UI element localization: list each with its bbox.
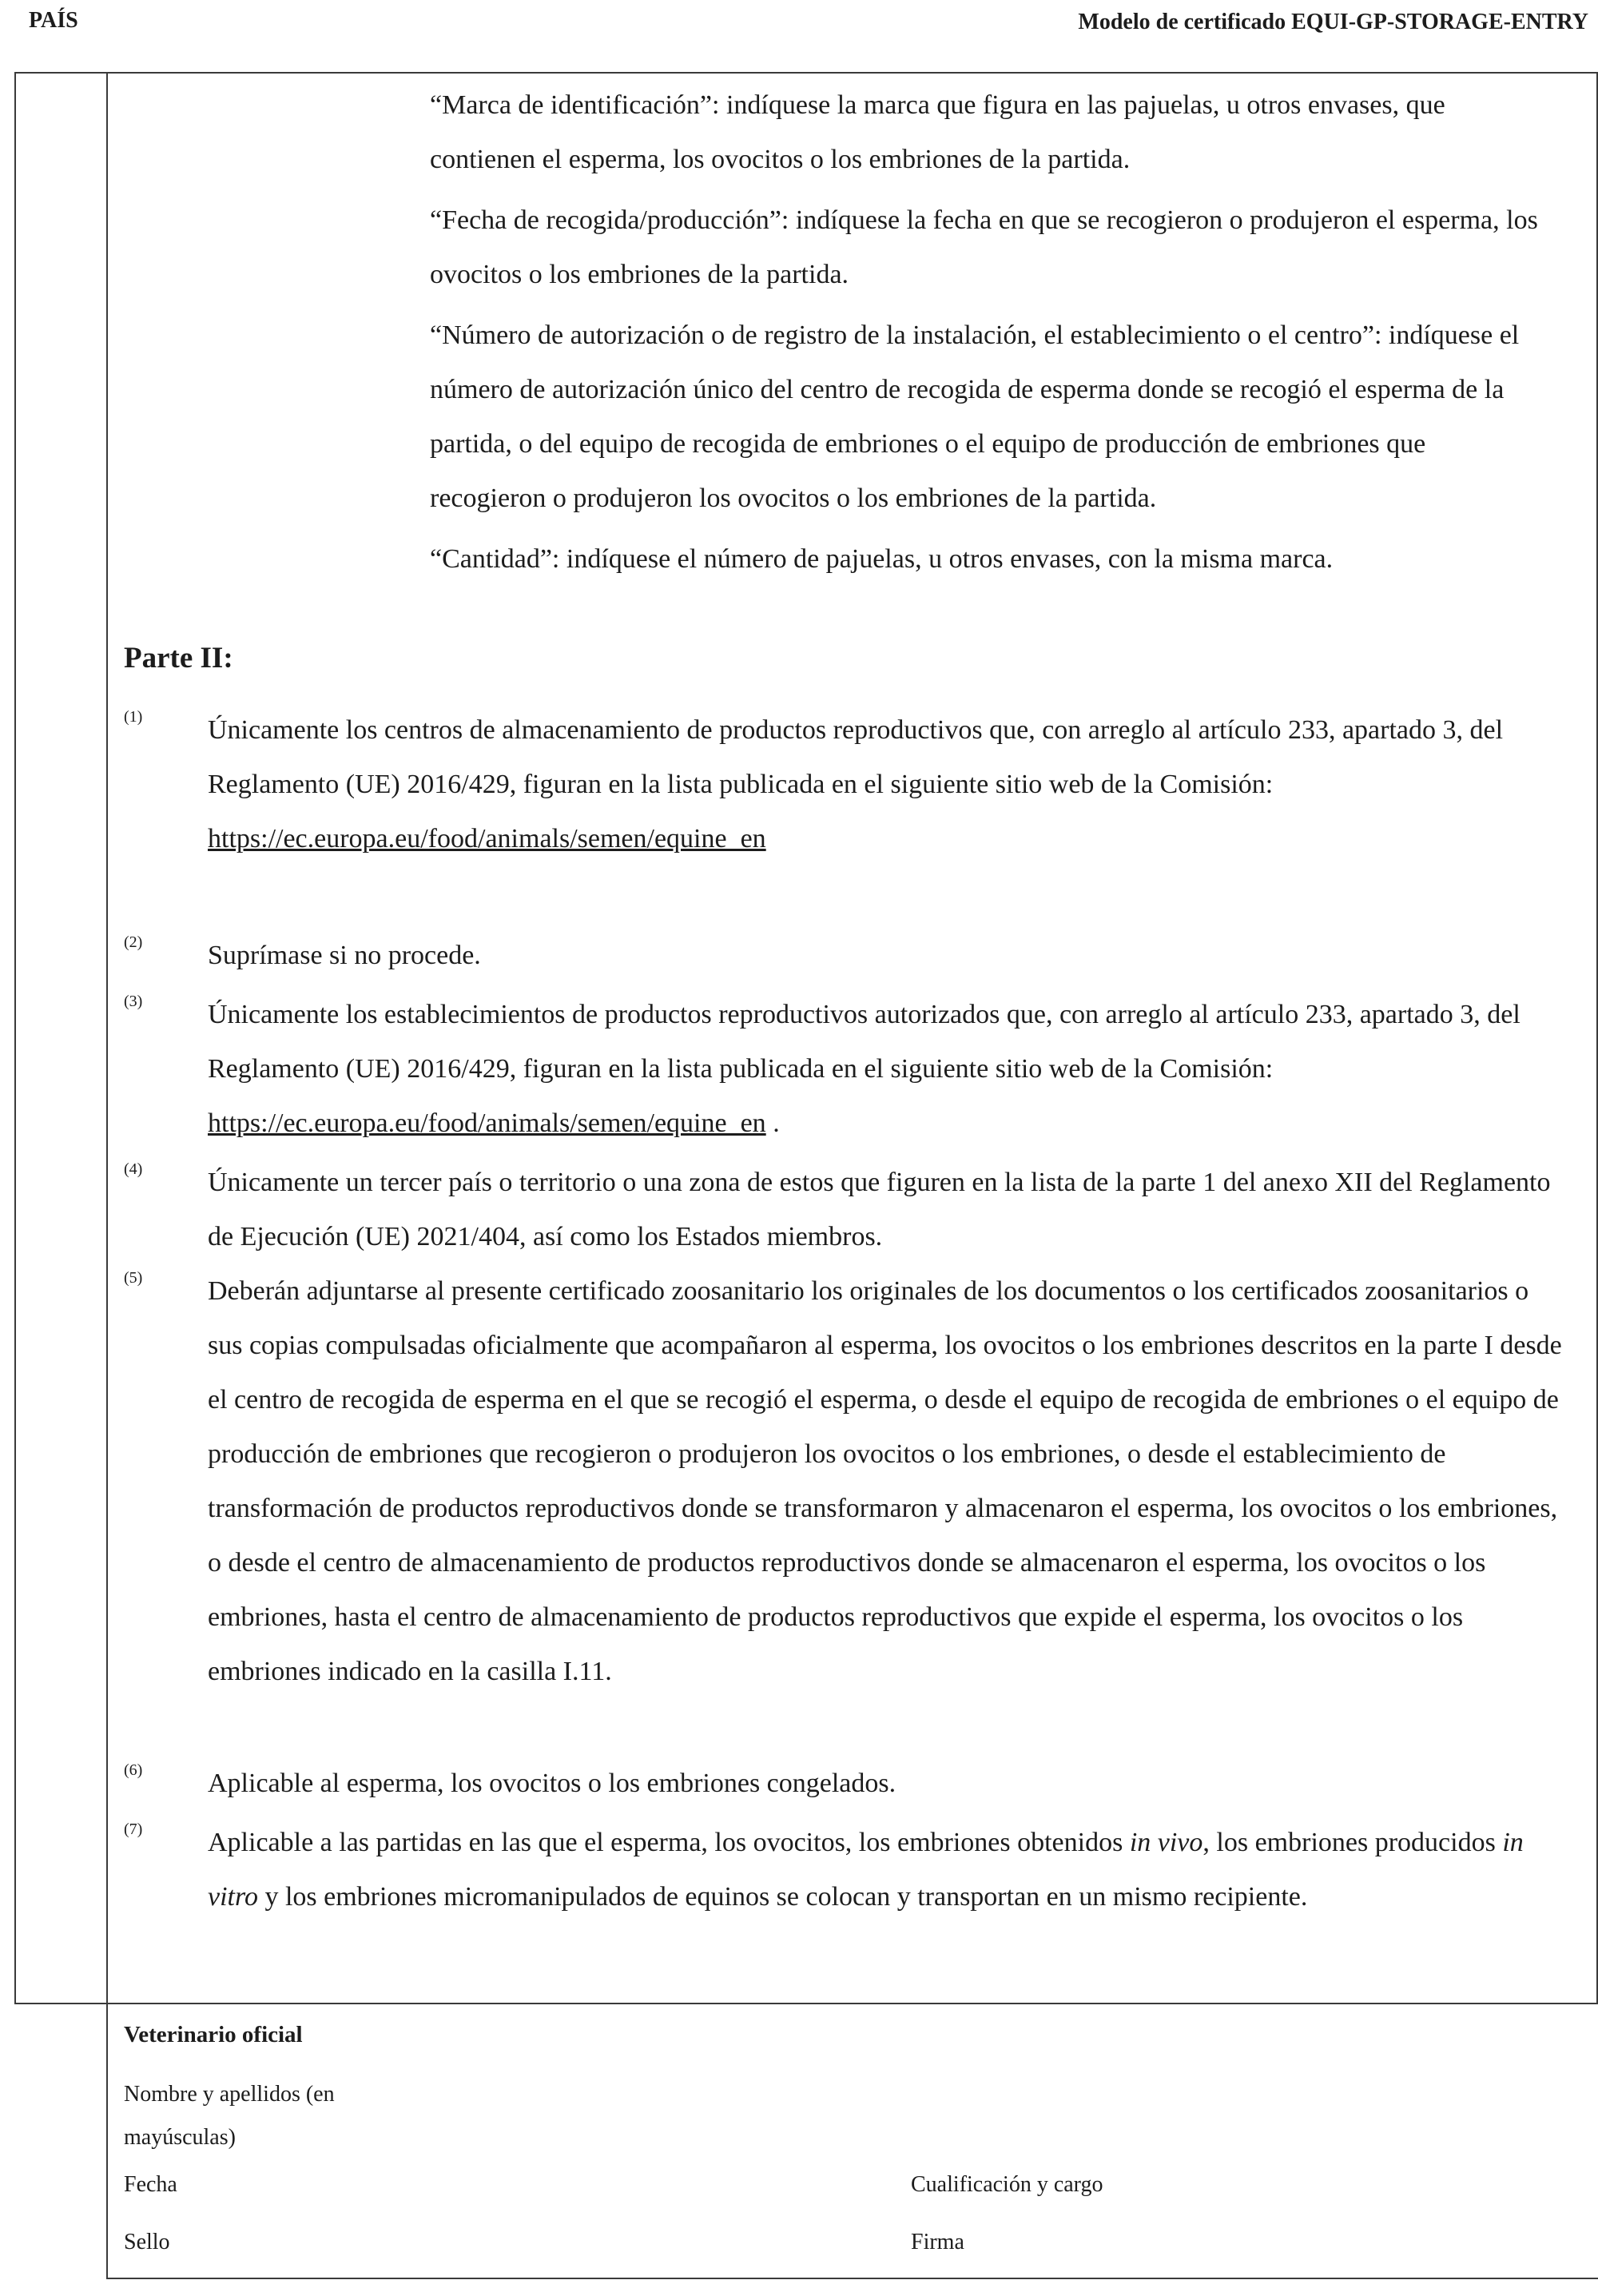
- footnote-text: Únicamente un tercer país o territorio o una zona de estos que figuren en la lista de la parte 1 del anexo XII del Reglamento de Ejecución (UE) 2021/404, así como los Estados miembros.: [208, 1168, 1551, 1251]
- footnote-number: (2): [124, 933, 143, 951]
- signature-title: Veterinario oficial: [124, 2022, 303, 2047]
- italic-term: in vitro: [208, 1828, 1524, 1912]
- stamp-label: Sello: [124, 2230, 170, 2254]
- note-fecha-recogida: “Fecha de recogida/producción”: indíquese la fecha en que se recogieron o produjeron el esperma, los ovocitos o los embriones de la partida.: [430, 205, 1538, 289]
- footnote-text-part: , los embriones producidos: [1202, 1828, 1503, 1857]
- footnote-text: Únicamente los centros de almacenamiento de productos reproductivos que, con arreglo al artículo 233, apartado 3, del Reglamento (UE) 2016/429, figuran en la lista publicada en el siguiente sitio web de la Comisión:: [208, 715, 1504, 799]
- inner-rule: [106, 72, 108, 2004]
- note-cantidad: “Cantidad”: indíquese el número de pajuelas, u otros envases, con la misma marca.: [430, 544, 1334, 574]
- footnote-4: [124, 1156, 1562, 1264]
- footnote-7: [124, 1816, 1562, 1924]
- footnote-number: (1): [124, 708, 143, 726]
- footnote-text-part: y los embriones micromanipulados de equinos se colocan y transportan en un mismo recipiente.: [257, 1882, 1308, 1912]
- equine-link[interactable]: https://ec.europa.eu/food/animals/semen/equine_en: [208, 824, 766, 854]
- footnote-2: [124, 929, 1562, 983]
- date-label: Fecha: [124, 2172, 177, 2197]
- footnote-5: [124, 1264, 1562, 1699]
- footnote-1: [124, 703, 1562, 866]
- footnote-text: Deberán adjuntarse al presente certificado zoosanitario los originales de los documentos o los certificados zoosanitarios o sus copias compulsadas oficialmente que acompañaron al esperma, los ovocitos o los embriones descritos en la parte I desde el centro de recogida de esperma en el que se recogió el esperma, o desde el equipo de recogida de embriones o el equipo de producción de embriones que recogieron o produjeron los ovocitos o los embriones, o desde el establecimiento de transformación de productos reproductivos donde se transformaron y almacenaron el esperma, los ovocitos o los embriones, o desde el centro de almacenamiento de productos reproductivos donde se almacenaron el esperma, los ovocitos o los embriones, hasta el centro de almacenamiento de productos reproductivos que expide el esperma, los ovocitos o los embriones indicado en la casilla I.11.: [208, 1276, 1562, 1686]
- header-model: Modelo de certificado EQUI-GP-STORAGE-ENTRY: [1078, 10, 1588, 34]
- footnote-text: [208, 1816, 1562, 1924]
- footnote-text: Aplicable al esperma, los ovocitos o los embriones congelados.: [208, 1769, 896, 1798]
- footnote-3: [124, 988, 1562, 1151]
- footnote-number: (4): [124, 1160, 143, 1178]
- note-marca: “Marca de identificación”: indíquese la marca que figura en las pajuelas, u otros envases, que contienen el esperma, los ovocitos o los embriones de la partida.: [430, 90, 1445, 174]
- footnote-text-part: Aplicable a las partidas en las que el esperma, los ovocitos, los embriones obtenidos: [208, 1828, 1130, 1857]
- part1-notes: [430, 78, 1548, 593]
- header-country: PAÍS: [29, 8, 78, 33]
- footnote-trailing: .: [765, 1108, 780, 1138]
- qualification-label: Cualificación y cargo: [911, 2172, 1103, 2197]
- signature-label: Firma: [911, 2230, 964, 2254]
- footnote-number: (5): [124, 1269, 143, 1287]
- note-numero-autorizacion: “Número de autorización o de registro de la instalación, el establecimiento o el centro”: indíquese el número de autorización único del centro de recogida de esperma donde se recogió el esperma de la partida, o del equipo de recogida de embriones o el equipo de producción de embriones que recogieron o produjeron los ovocitos o los embriones de la partida.: [430, 320, 1520, 513]
- name-label: Nombre y apellidos (en mayúsculas): [124, 2082, 335, 2150]
- footnote-text: Únicamente los establecimientos de productos reproductivos autorizados que, con arreglo al artículo 233, apartado 3, del Reglamento (UE) 2016/429, figuran en la lista publicada en el siguiente sitio web de la Comisión:: [208, 1000, 1520, 1084]
- italic-term: in vivo: [1129, 1828, 1203, 1857]
- part2-title: Parte II:: [124, 642, 233, 674]
- footnote-number: (3): [124, 993, 143, 1010]
- footnote-text: Suprímase si no procede.: [208, 941, 481, 970]
- footnote-number: (6): [124, 1761, 143, 1779]
- footnote-number: (7): [124, 1820, 143, 1838]
- footnote-6: [124, 1757, 1562, 1811]
- equine-link[interactable]: https://ec.europa.eu/food/animals/semen/equine_en: [208, 1108, 766, 1138]
